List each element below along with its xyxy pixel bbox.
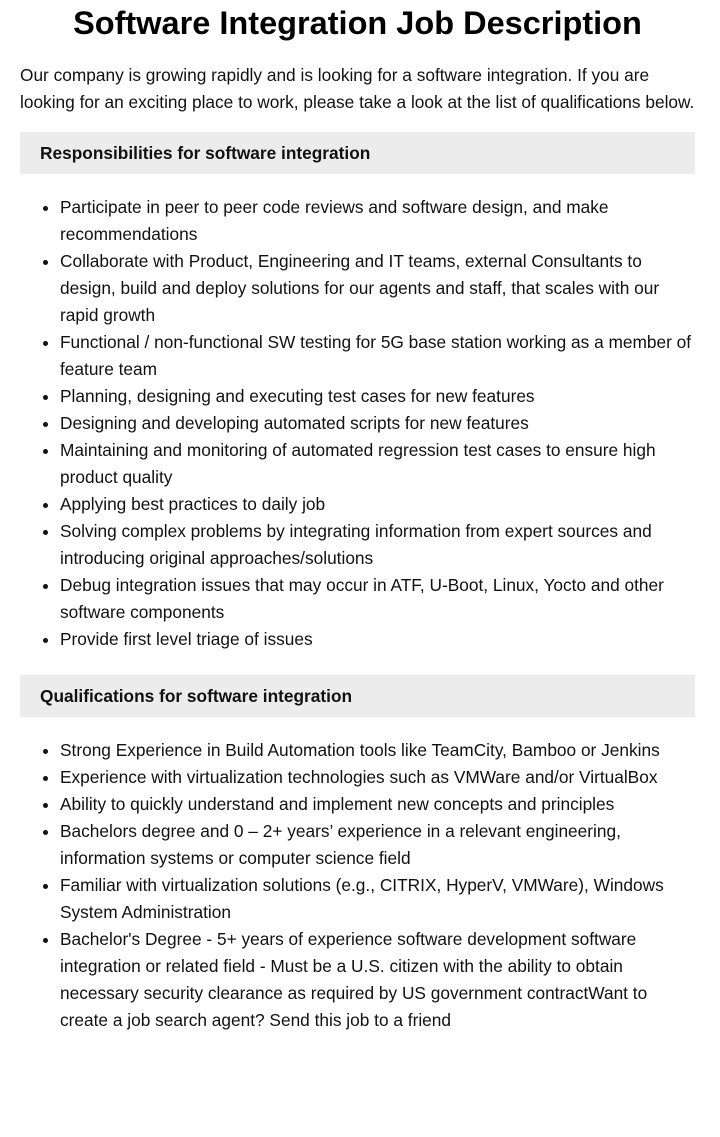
list-item: Functional / non-functional SW testing for 5G base station working as a member of feature team xyxy=(20,329,695,383)
list-item: Planning, designing and executing test cases for new features xyxy=(20,383,695,410)
list-item: Provide first level triage of issues xyxy=(20,626,695,653)
list-item: Maintaining and monitoring of automated regression test cases to ensure high product quality xyxy=(20,437,695,491)
page-title: Software Integration Job Description xyxy=(73,5,642,41)
responsibilities-list xyxy=(20,194,695,653)
list-item: Ability to quickly understand and implement new concepts and principles xyxy=(20,791,695,818)
list-item: Experience with virtualization technologies such as VMWare and/or VirtualBox xyxy=(20,764,695,791)
intro-paragraph: Our company is growing rapidly and is looking for a software integration. If you are looking for an exciting place to work, please take a look at the list of qualifications below. xyxy=(20,65,695,112)
list-item: Participate in peer to peer code reviews and software design, and make recommendations xyxy=(20,194,695,248)
list-item: Collaborate with Product, Engineering and IT teams, external Consultants to design, build and deploy solutions for our agents and staff, that scales with our rapid growth xyxy=(20,248,695,329)
list-item: Debug integration issues that may occur in ATF, U-Boot, Linux, Yocto and other software components xyxy=(20,572,695,626)
qualifications-heading: Qualifications for software integration xyxy=(20,675,695,717)
qualifications-section xyxy=(20,675,695,1034)
responsibilities-heading: Responsibilities for software integration xyxy=(20,132,695,174)
list-item: Designing and developing automated scripts for new features xyxy=(20,410,695,437)
qualifications-list xyxy=(20,737,695,1034)
list-item: Strong Experience in Build Automation tools like TeamCity, Bamboo or Jenkins xyxy=(20,737,695,764)
list-item: Applying best practices to daily job xyxy=(20,491,695,518)
responsibilities-section xyxy=(20,132,695,653)
list-item: Familiar with virtualization solutions (e.g., CITRIX, HyperV, VMWare), Windows System Administration xyxy=(20,872,695,926)
list-item: Bachelor's Degree - 5+ years of experience software development software integration or related field - Must be a U.S. citizen with the ability to obtain necessary security clearance as required by US government contractWant to create a job search agent? Send this job to a friend xyxy=(20,926,695,1034)
list-item: Bachelors degree and 0 – 2+ years’ experience in a relevant engineering, information systems or computer science field xyxy=(20,818,695,872)
list-item: Solving complex problems by integrating information from expert sources and introducing original approaches/solutions xyxy=(20,518,695,572)
